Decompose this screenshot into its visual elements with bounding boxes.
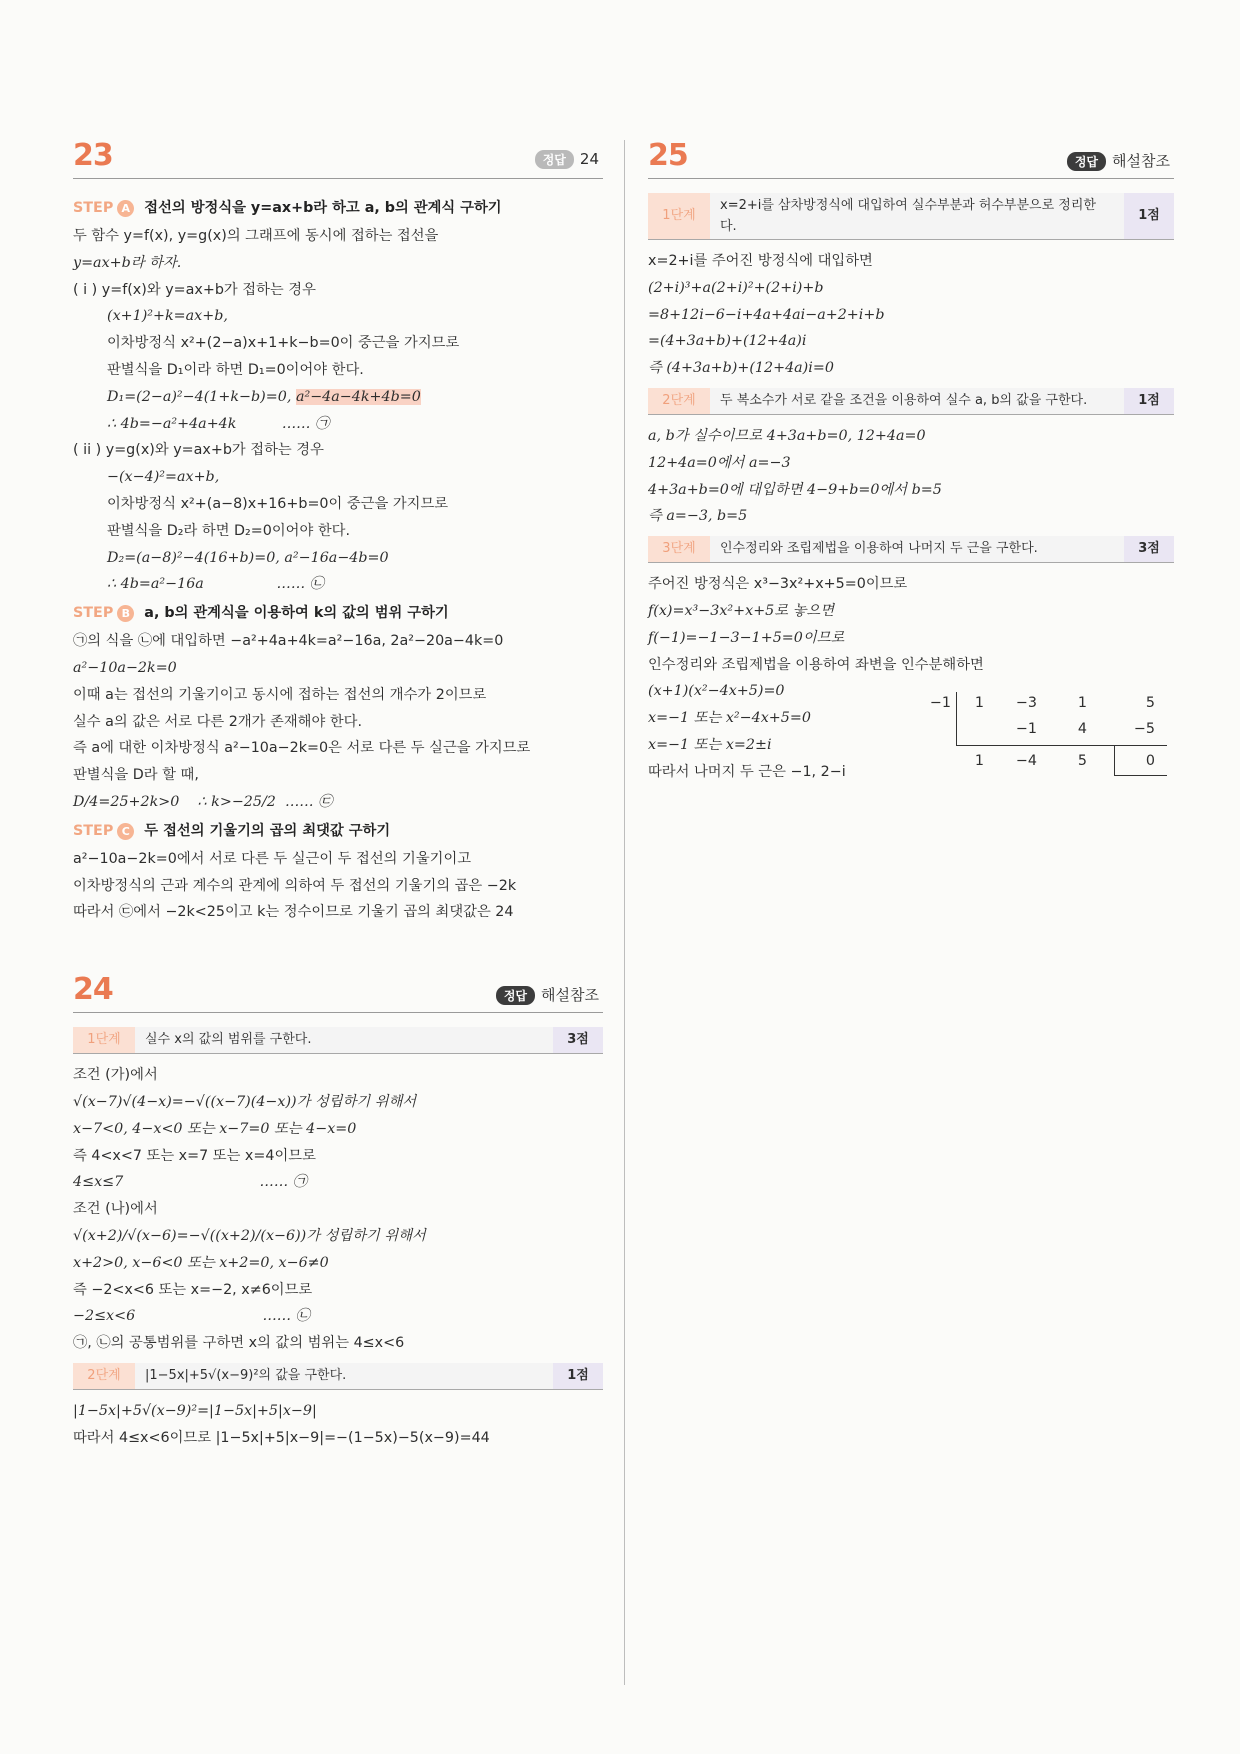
stage-points: 3점 — [1124, 536, 1174, 562]
stage-tag: 2단계 — [73, 1363, 135, 1389]
solution-line: 실수 a의 값은 서로 다른 2개가 존재해야 한다. — [73, 713, 362, 730]
solution-line: =(4+3a+b)+(12+4a)i — [648, 333, 807, 350]
solution-line: 조건 (가)에서 — [73, 1067, 158, 1084]
solution-line: −2≤x<6 …… ㉡ — [73, 1308, 310, 1325]
solution-line: 이차방정식의 근과 계수의 관계에 의하여 두 접선의 기울기의 곱은 −2k — [73, 877, 517, 894]
solution-line: 두 함수 y=f(x), y=g(x)의 그래프에 동시에 접하는 접선을 — [73, 228, 439, 244]
problem-25-header — [648, 138, 1174, 179]
step-c-title: STEP C 두 접선의 기울기의 곱의 최댓값 구하기 — [73, 822, 391, 839]
solution-line: 즉 a에 대한 이차방정식 a²−10a−2k=0은 서로 다른 두 실근을 가지므로 — [73, 740, 531, 757]
division-cell: −5 — [1133, 721, 1155, 737]
solution-line: 4+3a+b=0에 대입하면 4−9+b=0에서 b=5 — [648, 481, 942, 498]
solution-line: 이차방정식 x²+(2−a)x+1+k−b=0이 중근을 가지므로 — [107, 335, 460, 352]
answer-pill: 정답 — [1067, 152, 1106, 171]
solution-line: ( i ) y=f(x)와 y=ax+b가 접하는 경우 — [73, 281, 316, 298]
division-cell: 4 — [1077, 721, 1087, 737]
stage-2-bar — [648, 388, 1174, 415]
solution-line: a²−10a−2k=0에서 서로 다른 두 실근이 두 접선의 기울기이고 — [73, 850, 472, 867]
step-a-badge: A — [117, 200, 134, 217]
solution-line: ㉠, ㉡의 공통범위를 구하면 x의 값의 범위는 4≤x<6 — [73, 1335, 405, 1352]
solution-line: f(x)=x³−3x²+x+5로 놓으면 — [648, 602, 835, 619]
solution-line: D/4=25+2k>0 ∴ k>−25/2 …… ㉢ — [73, 793, 333, 810]
solution-line: 따라서 4≤x<6이므로 |1−5x|+5|x−9|=−(1−5x)−5(x−9)=44 — [73, 1429, 490, 1446]
solution-line: 즉 −2<x<6 또는 x=−2, x≠6이므로 — [73, 1281, 313, 1298]
solution-line: 이때 a는 접선의 기울기이고 동시에 접하는 접선의 개수가 2이므로 — [73, 686, 487, 703]
remainder-box-bottom — [1114, 775, 1167, 776]
stage-tag: 3단계 — [648, 536, 710, 562]
answer-pill: 정답 — [535, 150, 574, 169]
solution-line: 즉 a=−3, b=5 — [648, 508, 748, 525]
answer-value: 24 — [579, 150, 599, 168]
stage-text: |1−5x|+5√(x−9)²의 값을 구한다. — [145, 1367, 347, 1383]
solution-line: 4≤x≤7 …… ㉠ — [73, 1174, 307, 1191]
division-cell: −3 — [1015, 695, 1037, 711]
answer-value: 해설참조 — [541, 986, 599, 1005]
answer-pill: 정답 — [496, 986, 535, 1005]
solution-line: 따라서 ㉢에서 −2k<25이고 k는 정수이므로 기울기 곱의 최댓값은 24 — [73, 904, 514, 921]
solution-line: (x+1)(x²−4x+5)=0 — [648, 683, 785, 700]
division-horizontal-rule — [956, 745, 1167, 746]
division-cell: 1 — [1077, 695, 1087, 711]
highlighted-result: a²−4a−4k+4b=0 — [295, 388, 421, 405]
answer-label — [535, 150, 599, 169]
problem-number: 24 — [73, 972, 113, 1008]
stage-text: 인수정리와 조립제법을 이용하여 나머지 두 근을 구한다. — [720, 541, 1038, 557]
solution-line: √(x−7)√(4−x)=−√((x−7)(4−x))가 성립하기 위해서 — [73, 1093, 417, 1110]
answer-label — [1067, 150, 1170, 171]
solution-line: 판별식을 D₂라 하면 D₂=0이어야 한다. — [107, 522, 351, 539]
solution-line: ∴ 4b=a²−16a …… ㉡ — [107, 576, 324, 593]
problem-number: 25 — [648, 138, 688, 173]
stage-3-bar — [648, 536, 1174, 563]
division-cell: 1 — [974, 695, 984, 711]
solution-line: x=−1 또는 x²−4x+5=0 — [648, 710, 811, 727]
solution-line: 판별식을 D₁이라 하면 D₁=0이어야 한다. — [107, 361, 364, 378]
solution-line: x−7<0, 4−x<0 또는 x−7=0 또는 4−x=0 — [73, 1120, 357, 1137]
solution-line: D₂=(a−8)²−4(16+b)=0, a²−16a−4b=0 — [107, 549, 389, 566]
stage-text: 두 복소수가 서로 같을 조건을 이용하여 실수 a, b의 값을 구한다. — [720, 392, 1088, 408]
division-cell: 5 — [1077, 753, 1087, 769]
stage-1-bar — [648, 193, 1174, 240]
problem-23-header — [73, 138, 603, 179]
stage-points: 1점 — [1124, 193, 1174, 239]
solution-line: 조건 (나)에서 — [73, 1201, 158, 1218]
solution-line: 판별식을 D라 할 때, — [73, 767, 199, 784]
column-divider — [624, 140, 625, 1685]
left-column — [73, 138, 603, 1451]
solution-line: 즉 4<x<7 또는 x=7 또는 x=4이므로 — [73, 1147, 316, 1164]
step-b-badge: B — [117, 605, 134, 622]
solution-line: 주어진 방정식은 x³−3x²+x+5=0이므로 — [648, 576, 908, 593]
solution-line: (x+1)²+k=ax+b, — [107, 308, 228, 325]
problem-number: 23 — [73, 138, 113, 173]
solution-line: x=−1 또는 x=2±i — [648, 736, 772, 753]
division-cell: 5 — [1145, 695, 1155, 711]
division-cell: −4 — [1015, 753, 1037, 769]
solution-line: ( ii ) y=g(x)와 y=ax+b가 접하는 경우 — [73, 442, 324, 459]
division-cell: −1 — [1015, 721, 1037, 737]
division-cell: 1 — [974, 753, 984, 769]
stage-points: 3점 — [553, 1027, 603, 1053]
step-a-title: STEP A 접선의 방정식을 y=ax+b라 하고 a, b의 관계식 구하기 — [73, 200, 502, 216]
solution-line: √(x+2)/√(x−6)=−√((x+2)/(x−6))가 성립하기 위해서 — [73, 1227, 426, 1244]
answer-label — [496, 984, 599, 1005]
solution-line: 인수정리와 조립제법을 이용하여 좌변을 인수분해하면 — [648, 656, 984, 673]
solution-line: a, b가 실수이므로 4+3a+b=0, 12+4a=0 — [648, 427, 926, 444]
stage-points: 1점 — [1124, 388, 1174, 414]
answer-value: 해설참조 — [1112, 152, 1170, 170]
solution-line: −(x−4)²=ax+b, — [107, 469, 220, 486]
solution-line: 12+4a=0에서 a=−3 — [648, 454, 791, 471]
solution-line: y=ax+b라 하자. — [73, 254, 182, 271]
stage-tag: 1단계 — [73, 1027, 135, 1053]
stage-text: 실수 x의 값의 범위를 구한다. — [145, 1032, 312, 1048]
right-column — [648, 138, 1174, 786]
division-root: −1 — [929, 695, 951, 711]
solution-line: ㉠의 식을 ㉡에 대입하면 −a²+4a+4k=a²−16a, 2a²−20a−4k=0 — [73, 633, 504, 650]
solution-line: f(−1)=−1−3−1+5=0이므로 — [648, 629, 845, 646]
problem-24-header — [73, 972, 603, 1013]
stage-text: x=2+i를 삼차방정식에 대입하여 실수부분과 허수부분으로 정리한다. — [720, 198, 1096, 234]
synthetic-division — [919, 692, 1167, 797]
solution-line: x+2>0, x−6<0 또는 x+2=0, x−6≠0 — [73, 1254, 329, 1271]
stage-1-bar — [73, 1027, 603, 1054]
solution-line: 즉 (4+3a+b)+(12+4a)i=0 — [648, 360, 834, 377]
solution-line: 이차방정식 x²+(a−8)x+16+b=0이 중근을 가지므로 — [107, 495, 449, 512]
remainder-box-left — [1114, 745, 1115, 775]
step-b-title: STEP B a, b의 관계식을 이용하여 k의 값의 범위 구하기 — [73, 605, 449, 622]
stage-2-bar — [73, 1363, 603, 1390]
stage-tag: 1단계 — [648, 193, 710, 239]
solution-line: (2+i)³+a(2+i)²+(2+i)+b — [648, 279, 824, 296]
solution-line: D₁=(2−a)²−4(1+k−b)=0, a²−4a−4k+4b=0 — [107, 388, 421, 405]
solution-line: |1−5x|+5√(x−9)²=|1−5x|+5|x−9| — [73, 1402, 317, 1419]
stage-tag: 2단계 — [648, 388, 710, 414]
solution-line: a²−10a−2k=0 — [73, 659, 177, 676]
stage-points: 1점 — [553, 1363, 603, 1389]
step-c-badge: C — [117, 823, 134, 840]
solution-line: ∴ 4b=−a²+4a+4k …… ㉠ — [107, 415, 330, 432]
solution-line: 따라서 나머지 두 근은 −1, 2−i — [648, 763, 846, 780]
division-remainder: 0 — [1145, 753, 1155, 769]
solution-line: =8+12i−6−i+4a+4ai−a+2+i+b — [648, 306, 885, 323]
solution-line: x=2+i를 주어진 방정식에 대입하면 — [648, 253, 873, 269]
